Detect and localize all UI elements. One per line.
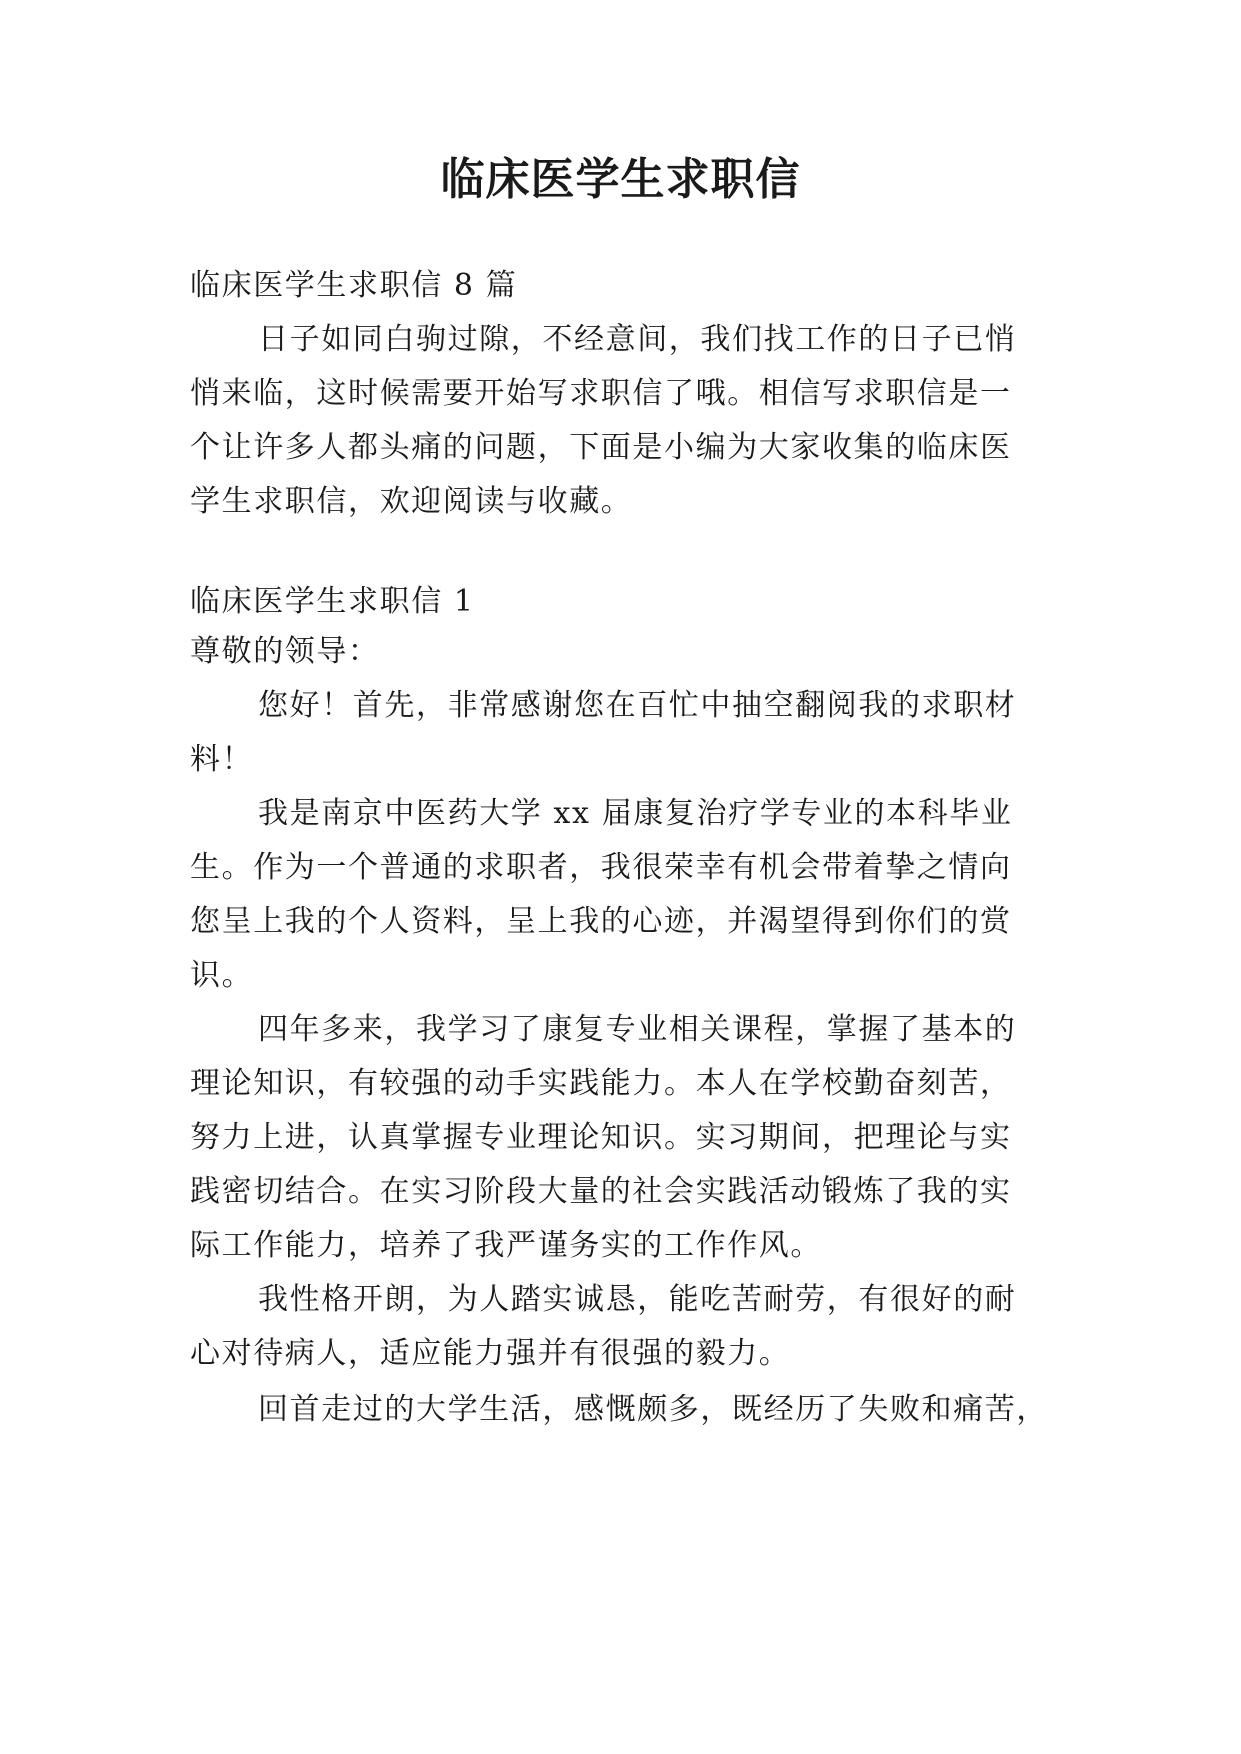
letter-paragraph-line: 回首走过的大学生活，感慨颇多，既经历了失败和痛苦， — [258, 1392, 1048, 1427]
intro-paragraph-line: 日子如同白驹过隙，不经意间，我们找工作的日子已悄 — [258, 322, 1017, 357]
letter-paragraph-line: 料！ — [190, 742, 254, 777]
letter-paragraph-line: 您呈上我的个人资料，呈上我的心迹，并渴望得到你们的赏 — [190, 904, 1012, 939]
intro-heading: 临床医学生求职信 8 篇 — [190, 268, 518, 303]
letter-paragraph-line: 四年多来，我学习了康复专业相关课程，掌握了基本的 — [258, 1012, 1017, 1047]
letter-paragraph-line: 我性格开朗，为人踏实诚恳，能吃苦耐劳，有很好的耐 — [258, 1282, 1017, 1317]
document-title: 临床医学生求职信 — [440, 154, 801, 205]
intro-paragraph-line: 学生求职信，欢迎阅读与收藏。 — [190, 484, 633, 519]
letter-paragraph-line: 我是南京中医药大学 xx 届康复治疗学专业的本科毕业 — [258, 796, 1013, 831]
letter-paragraph-line: 识。 — [190, 958, 254, 993]
letter-paragraph-line: 践密切结合。在实习阶段大量的社会实践活动锻炼了我的实 — [190, 1174, 1012, 1209]
letter-paragraph-line: 您好！首先，非常感谢您在百忙中抽空翻阅我的求职材 — [258, 688, 1017, 723]
letter-paragraph-line: 心对待病人，适应能力强并有很强的毅力。 — [190, 1336, 791, 1371]
intro-paragraph-line: 个让许多人都头痛的问题，下面是小编为大家收集的临床医 — [190, 430, 1012, 465]
letter-paragraph-line: 努力上进，认真掌握专业理论知识。实习期间，把理论与实 — [190, 1120, 1012, 1155]
letter-paragraph-line: 生。作为一个普通的求职者，我很荣幸有机会带着挚之情向 — [190, 850, 1012, 885]
letter-heading: 临床医学生求职信 1 — [190, 584, 475, 619]
intro-paragraph-line: 悄来临，这时候需要开始写求职信了哦。相信写求职信是一 — [190, 376, 1012, 411]
letter-paragraph-line: 际工作能力，培养了我严谨务实的工作作风。 — [190, 1228, 822, 1263]
letter-paragraph-line: 理论知识，有较强的动手实践能力。本人在学校勤奋刻苦， — [190, 1066, 1012, 1101]
letter-salutation: 尊敬的领导： — [190, 634, 380, 669]
